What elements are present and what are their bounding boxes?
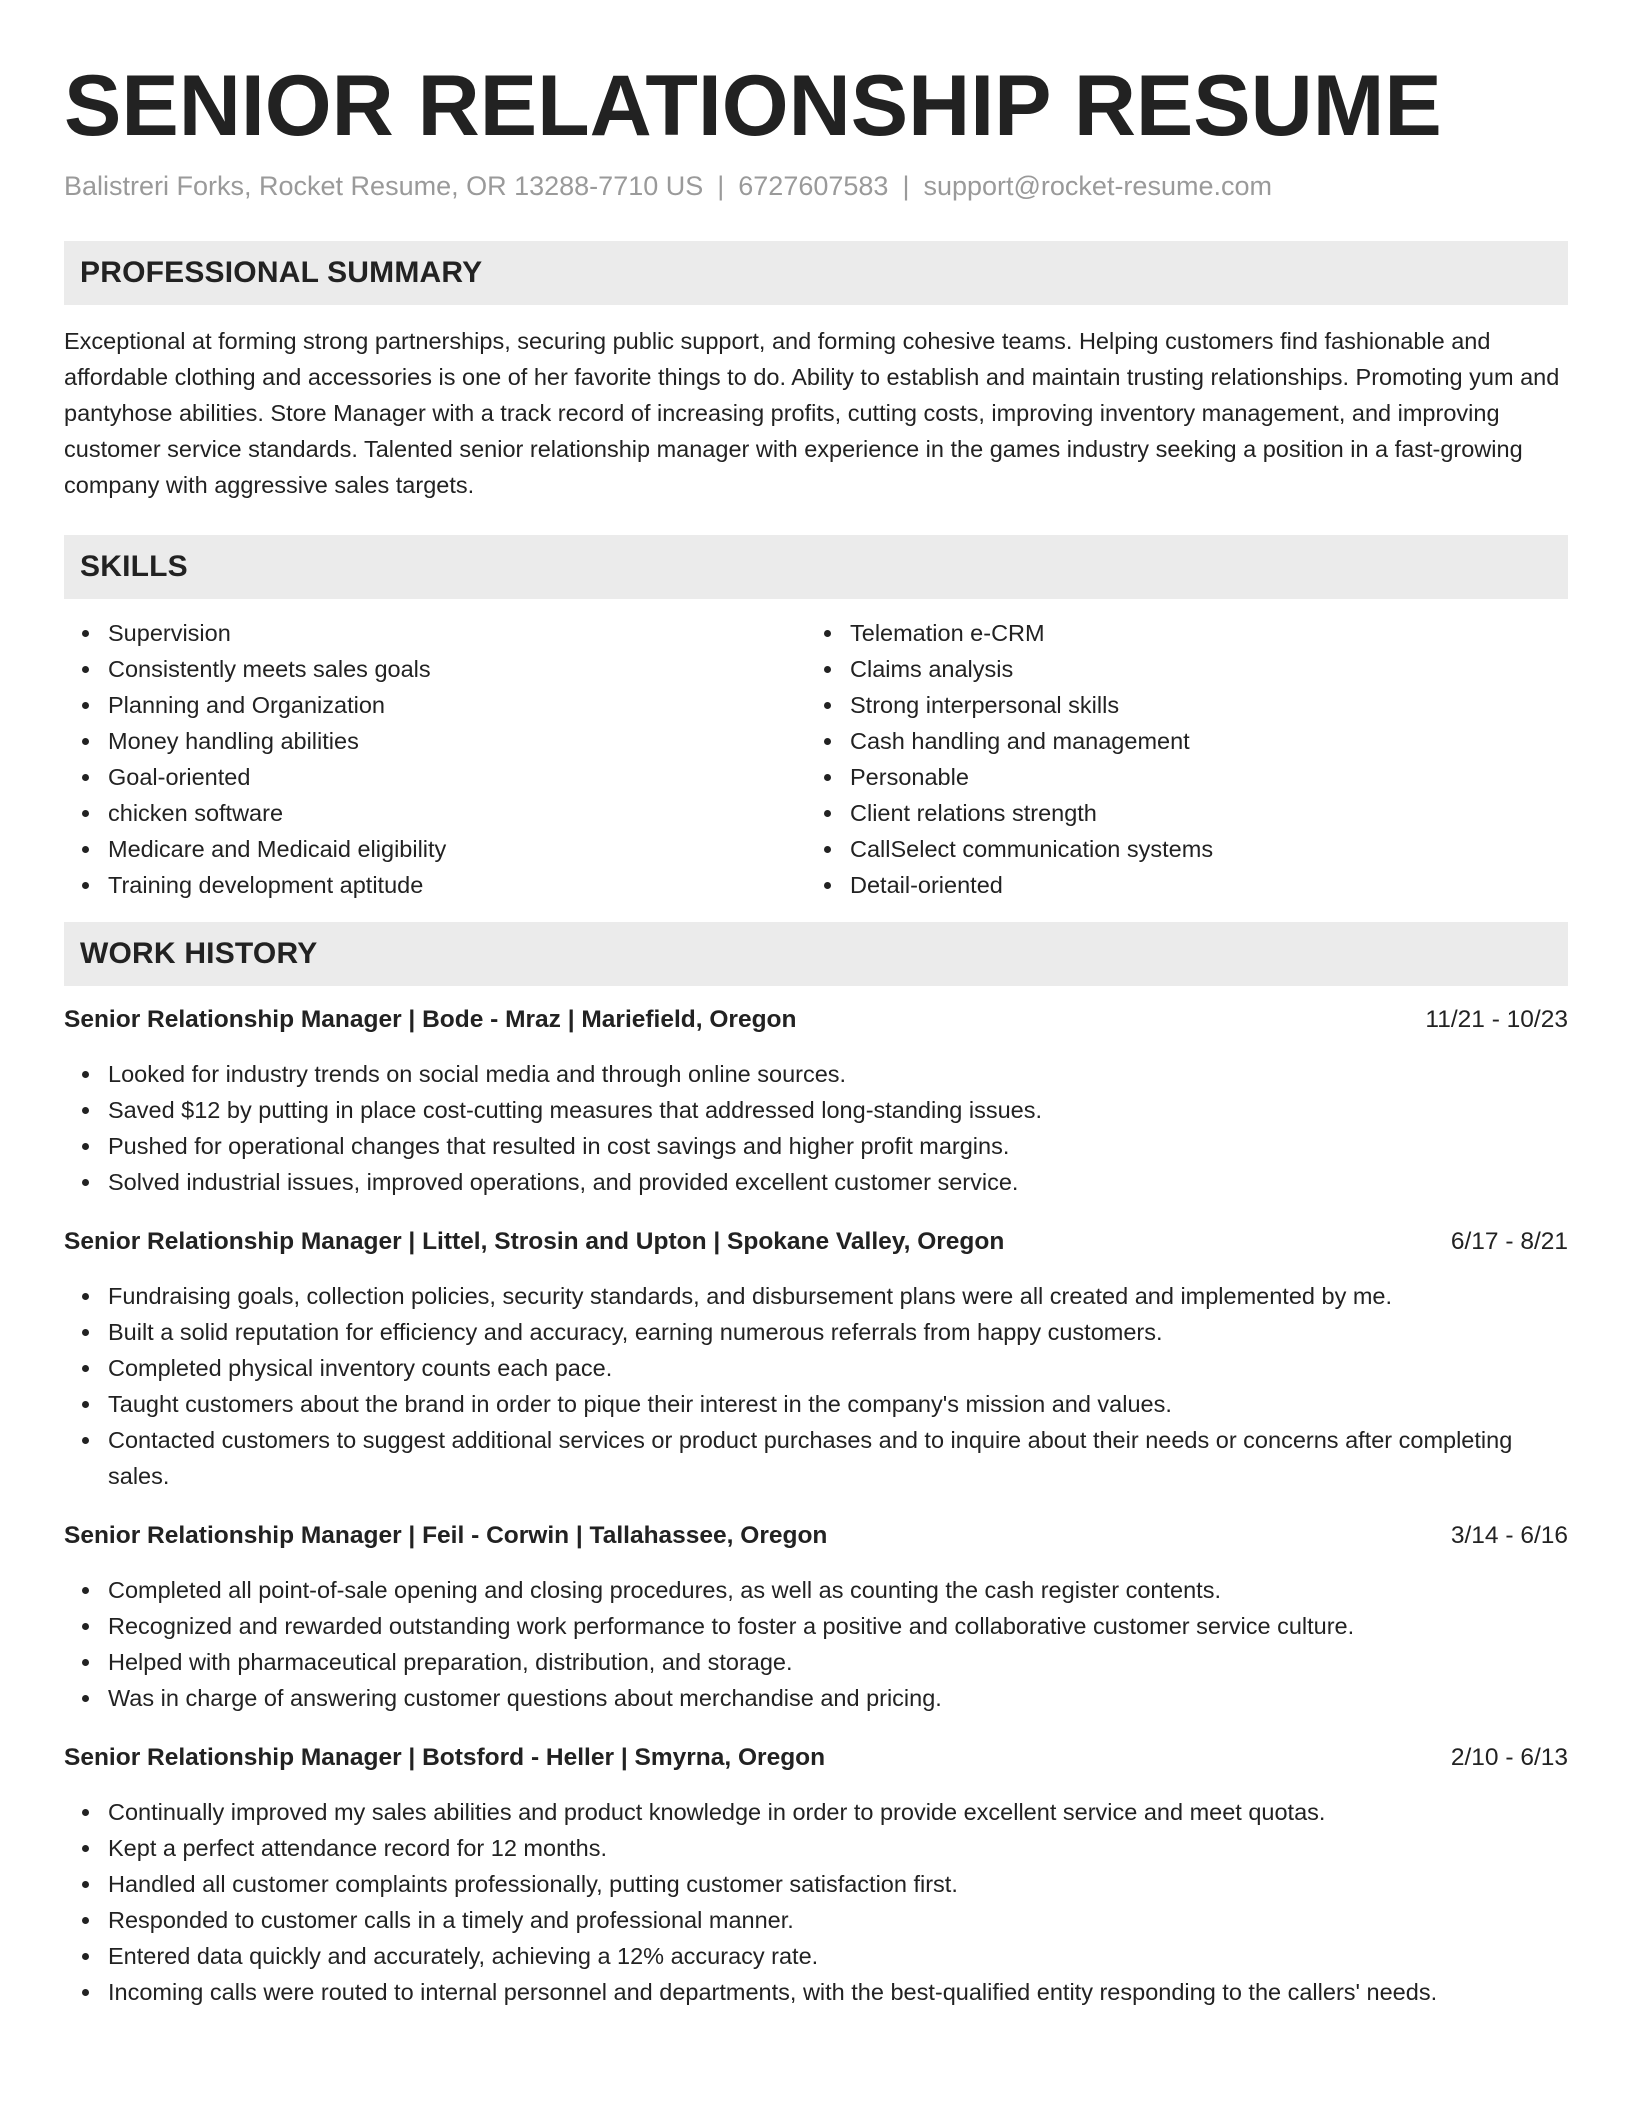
job-bullet: Built a solid reputation for efficiency and accuracy, earning numerous referrals from happy customers. [64,1314,1568,1350]
job-bullet: Kept a perfect attendance record for 12 months. [64,1830,1568,1866]
job-bullet: Looked for industry trends on social media and through online sources. [64,1056,1568,1092]
summary-text: Exceptional at forming strong partnerships, securing public support, and forming cohesive teams. Helping customers find fashionable and affordable clothing and accessories is one of her favorite things to do. Ability to establish and maintain trusting relationships. Promoting yum and pantyhose abilities. Store Manager with a track record of increasing profits, cutting costs, improving inventory management, and improving customer service standards. Talented senior relationship manager with experience in the games industry seeking a position in a fast-growing company with aggressive sales targets. [64,328,1560,498]
job-bullet: Solved industrial issues, improved operations, and provided excellent customer service. [64,1164,1568,1200]
job-entry [64,1002,1568,1200]
resume-page [64,0,1568,2010]
job-bullets [64,1794,1568,2010]
job-bullet: Saved $12 by putting in place cost-cutting measures that addressed long-standing issues. [64,1092,1568,1128]
skill-item: Supervision [64,615,806,651]
job-bullet: Incoming calls were routed to internal personnel and departments, with the best-qualified entity responding to the callers' needs. [64,1974,1568,2010]
job-bullet: Entered data quickly and accurately, achieving a 12% accuracy rate. [64,1938,1568,1974]
job-title: Senior Relationship Manager | Bode - Mraz | Mariefield, Oregon [64,1006,797,1033]
job-bullet: Was in charge of answering customer questions about merchandise and pricing. [64,1680,1568,1716]
job-dates: 3/14 - 6/16 [1450,1522,1568,1549]
job-bullet: Completed all point-of-sale opening and closing procedures, as well as counting the cash register contents. [64,1572,1568,1608]
skills-column-right [806,615,1548,903]
contact-email[interactable]: support@rocket-resume.com [923,171,1272,201]
skill-item: Goal-oriented [64,759,806,795]
job-bullet: Helped with pharmaceutical preparation, distribution, and storage. [64,1644,1568,1680]
job-title: Senior Relationship Manager | Botsford - Heller | Smyrna, Oregon [64,1744,826,1771]
job-bullet: Continually improved my sales abilities and product knowledge in order to provide excellent service and meet quotas. [64,1794,1568,1830]
job-header [64,1518,1568,1554]
skill-item: Consistently meets sales goals [64,651,806,687]
job-dates: 6/17 - 8/21 [1450,1228,1568,1255]
contact-address: Balistreri Forks, Rocket Resume, OR 13288-7710 US [64,171,704,201]
job-bullet: Fundraising goals, collection policies, security standards, and disbursement plans were all created and implemented by me. [64,1278,1568,1314]
job-bullet: Responded to customer calls in a timely and professional manner. [64,1902,1568,1938]
job-entry [64,1224,1568,1494]
job-bullet: Pushed for operational changes that resulted in cost savings and higher profit margins. [64,1128,1568,1164]
section-heading-skills: SKILLS [64,535,1568,599]
skill-item: chicken software [64,795,806,831]
job-bullet: Completed physical inventory counts each pace. [64,1350,1568,1386]
job-title: Senior Relationship Manager | Littel, Strosin and Upton | Spokane Valley, Oregon [64,1228,1005,1255]
job-title: Senior Relationship Manager | Feil - Corwin | Tallahassee, Oregon [64,1522,828,1549]
contact-line [64,168,1568,204]
job-bullet: Handled all customer complaints professionally, putting customer satisfaction first. [64,1866,1568,1902]
skill-item: Personable [806,759,1548,795]
contact-separator: | [717,171,725,201]
job-bullets [64,1056,1568,1200]
job-bullet: Recognized and rewarded outstanding work performance to foster a positive and collaborative customer service culture. [64,1608,1568,1644]
job-bullet: Contacted customers to suggest additional services or product purchases and to inquire about their needs or concerns after completing sales. [64,1422,1568,1494]
skill-item: Strong interpersonal skills [806,687,1548,723]
skill-item: Telemation e-CRM [806,615,1548,651]
skill-item: CallSelect communication systems [806,831,1548,867]
section-heading-summary: PROFESSIONAL SUMMARY [64,241,1568,305]
skill-item: Claims analysis [806,651,1548,687]
skill-item: Planning and Organization [64,687,806,723]
skill-item: Training development aptitude [64,867,806,903]
job-dates: 2/10 - 6/13 [1450,1744,1568,1771]
section-heading-work-history: WORK HISTORY [64,922,1568,986]
resume-title: SENIOR RELATIONSHIP RESUME [64,58,1442,154]
job-entry [64,1518,1568,1716]
skills-list [64,615,1568,903]
contact-separator: | [902,171,910,201]
job-dates: 11/21 - 10/23 [1425,1006,1568,1033]
skill-item: Money handling abilities [64,723,806,759]
job-header [64,1740,1568,1776]
skill-item: Cash handling and management [806,723,1548,759]
job-bullets [64,1572,1568,1716]
skill-item: Detail-oriented [806,867,1548,903]
skill-item: Medicare and Medicaid eligibility [64,831,806,867]
job-bullets [64,1278,1568,1494]
skills-column-left [64,615,806,903]
work-history-list [64,1002,1568,2010]
contact-phone: 6727607583 [738,171,889,201]
job-bullet: Taught customers about the brand in order to pique their interest in the company's mission and values. [64,1386,1568,1422]
job-entry [64,1740,1568,2010]
job-header [64,1224,1568,1260]
skill-item: Client relations strength [806,795,1548,831]
job-header [64,1002,1568,1038]
